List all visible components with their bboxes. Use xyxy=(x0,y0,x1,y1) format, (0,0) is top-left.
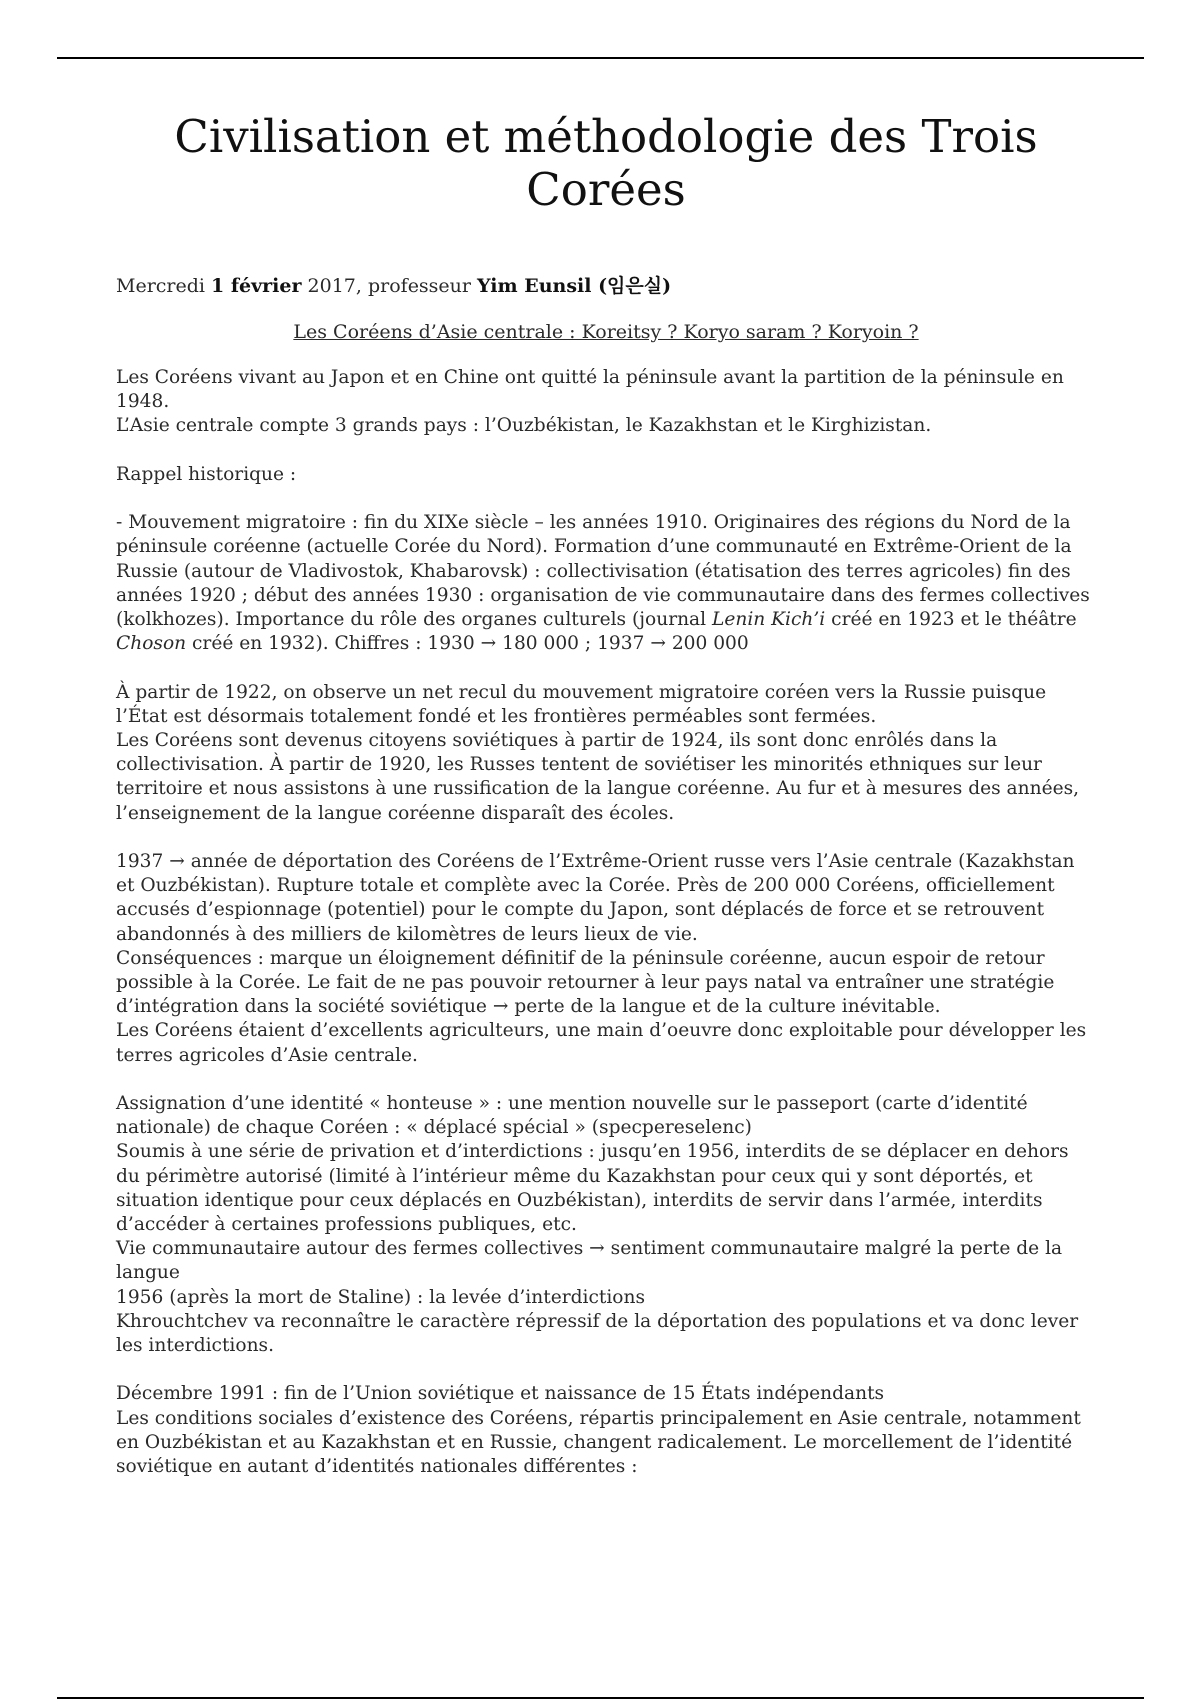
paragraph: Les Coréens sont devenus citoyens soviétiques à partir de 1924, ils sont donc enrôlés dans la collectivisation. À partir de 1920, les Russes tentent de soviétiser les minorités ethniques sur leur territoire et nous assistons à une russification de la langue coréenne. Au fur et à mesures des années, l’enseignement de la langue coréenne disparaît des écoles. xyxy=(116,730,1080,824)
paragraph: Décembre 1991 : fin de l’Union soviétique et naissance de 15 États indépendants xyxy=(116,1383,885,1405)
paragraph: 1937 → année de déportation des Coréens de l’Extrême-Orient russe vers l’Asie centrale (Kazakhstan et Ouzbékistan). Rupture totale et complète avec la Corée. Près de 200 000 Coréens, officiellement accusés d’espionnage (potentiel) pour le compte du Japon, sont déplacés de force et se retrouvent abandonnés à des milliers de kilomètres de leurs lieux de vie. xyxy=(116,851,1075,945)
lecture-date: 1 février xyxy=(211,275,302,297)
paragraph xyxy=(116,511,1096,656)
paragraph: Rappel historique : xyxy=(116,463,297,485)
subtitle-text: Les Coréens d’Asie centrale : Koreitsy ? Koryo saram ? Koryoin ? xyxy=(293,321,919,343)
paragraph: Les Coréens étaient d’excellents agriculteurs, une main d’oeuvre donc exploitable pour développer les terres agricoles d’Asie centrale. xyxy=(116,1020,1087,1066)
paragraph: À partir de 1922, on observe un net recul du mouvement migratoire coréen vers la Russie puisque l’État est désormais totalement fondé et les frontières perméables sont fermées. xyxy=(116,681,1047,727)
byline xyxy=(116,274,1096,298)
paragraph: L’Asie centrale compte 3 grands pays : l’Ouzbékistan, le Kazakhstan et le Kirghizistan. xyxy=(116,415,932,437)
paragraph: 1956 (après la mort de Staline) : la levée d’interdictions xyxy=(116,1286,645,1308)
paragraph-text: créé en 1923 et le théâtre xyxy=(825,609,1077,630)
paragraph: Assignation d’une identité « honteuse » : une mention nouvelle sur le passeport (carte d’identité nationale) de chaque Coréen : « déplacé spécial » (specpereselenc) xyxy=(116,1093,1028,1139)
document-body xyxy=(116,366,1096,1479)
paragraph: Soumis à une série de privation et d’interdictions : jusqu’en 1956, interdits de se déplacer en dehors du périmètre autorisé (limité à l’intérieur même du Kazakhstan pour ceux qui y sont déportés, et situation identique pour ceux déplacés en Ouzbékistan), interdits de servir dans l’armée, interdits d’accéder à certaines professions publiques, etc. xyxy=(116,1141,1069,1236)
paragraph-text: créé en 1932). Chiffres : 1930 → 180 000 ; 1937 → 200 000 xyxy=(186,633,749,655)
document-page xyxy=(116,110,1096,1479)
byline-mid: 2017, professeur xyxy=(301,275,478,297)
paragraph: Les Coréens vivant au Japon et en Chine ont quitté la péninsule avant la partition de la péninsule en 1948. xyxy=(116,367,1064,413)
paragraph: Khrouchtchev va reconnaître le caractère répressif de la déportation des populations et va donc lever les interdictions. xyxy=(116,1310,1079,1357)
byline-prefix: Mercredi xyxy=(116,275,212,297)
journal-title: Lenin Kich’i xyxy=(712,609,826,630)
professor-name: Yim Eunsil (임은실) xyxy=(477,275,672,297)
footer-rule xyxy=(57,1697,1144,1699)
theatre-name: Choson xyxy=(116,633,187,655)
paragraph: Conséquences : marque un éloignement définitif de la péninsule coréenne, aucun espoir de retour possible à la Corée. Le fait de ne pas pouvoir retourner à leur pays natal va entraîner une stratégie d’intégration dans la société soviétique → perte de la langue et de la culture inévitable. xyxy=(116,947,1055,1018)
section-subtitle xyxy=(116,320,1096,344)
paragraph: Les conditions sociales d’existence des Coréens, répartis principalement en Asie centrale, notamment en Ouzbékistan et au Kazakhstan et en Russie, changent radicalement. Le morcellement de l’identité soviétique en autant d’identités nationales différentes : xyxy=(116,1407,1081,1478)
header-rule xyxy=(57,57,1144,59)
document-title: Civilisation et méthodologie des Trois Corées xyxy=(174,110,1038,216)
paragraph: Vie communautaire autour des fermes collectives → sentiment communautaire malgré la perte de la langue xyxy=(116,1238,1063,1284)
paragraph-text: - Mouvement migratoire : fin du XIXe siècle – les années 1910. Originaires des régions du Nord de la péninsule coréenne (actuelle Corée du Nord). Formation d’une communauté en Extrême-Orient de la Russie (autour de Vladivostok, Khabarovsk) : collectivisation (étatisation des terres agricoles) fin des années 1920 ; début des années 1930 : organisation de vie communautaire dans des fermes collectives (kolkhozes). Importance du rôle des organes culturels (journal xyxy=(116,512,1090,630)
